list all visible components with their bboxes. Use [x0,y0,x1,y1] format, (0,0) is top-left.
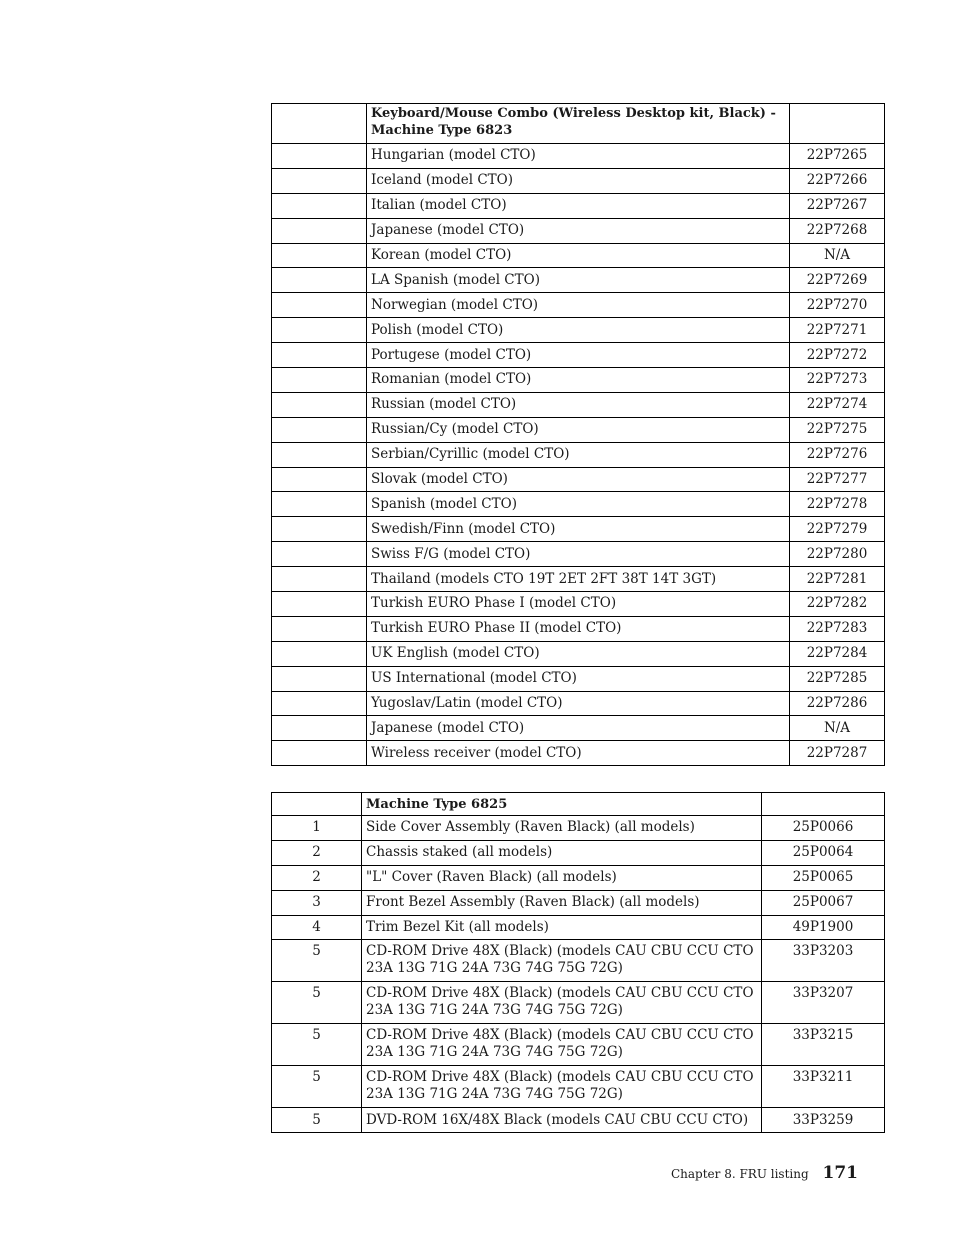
fru-number-cell: 33P3203 [762,940,885,982]
index-cell [272,343,367,368]
index-cell [272,592,367,617]
table-row [272,144,885,169]
fru-number-cell: N/A [790,243,885,268]
table-row [272,716,885,741]
page-footer [671,1163,858,1183]
description-cell: Russian/Cy (model CTO) [367,417,790,442]
index-cell [272,392,367,417]
table-header-title: Keyboard/Mouse Combo (Wireless Desktop kit, Black) - Machine Type 6823 [367,104,790,144]
table-row [272,442,885,467]
index-cell: 5 [272,1066,362,1108]
description-cell: Chassis staked (all models) [362,840,762,865]
index-cell [272,218,367,243]
table-row [272,741,885,766]
index-cell: 2 [272,840,362,865]
index-cell [272,716,367,741]
fru-number-cell: 25P0066 [762,816,885,841]
index-cell [272,417,367,442]
fru-number-cell: 22P7271 [790,318,885,343]
index-cell [272,104,367,144]
page-number: 171 [822,1163,858,1183]
description-cell: US International (model CTO) [367,666,790,691]
table-row [272,343,885,368]
table-row [272,592,885,617]
fru-number-cell: 25P0067 [762,890,885,915]
table-row [272,268,885,293]
index-cell [272,666,367,691]
table-row [272,982,885,1024]
index-cell: 5 [272,1024,362,1066]
fru-number-cell: 22P7278 [790,492,885,517]
description-cell: Russian (model CTO) [367,392,790,417]
index-cell [272,691,367,716]
table-row [272,865,885,890]
fru-number-cell: 49P1900 [762,915,885,940]
table-row [272,915,885,940]
table-row [272,840,885,865]
fru-number-cell: 22P7268 [790,218,885,243]
table-row [272,666,885,691]
description-cell: Polish (model CTO) [367,318,790,343]
fru-number-cell: 22P7284 [790,641,885,666]
fru-number-cell: 22P7275 [790,417,885,442]
fru-cell [790,104,885,144]
description-cell: Korean (model CTO) [367,243,790,268]
description-cell: Swedish/Finn (model CTO) [367,517,790,542]
fru-table-body [272,793,885,1133]
index-cell [272,467,367,492]
fru-number-cell: 33P3211 [762,1066,885,1108]
table-row [272,417,885,442]
index-cell [272,641,367,666]
fru-number-cell: 22P7272 [790,343,885,368]
description-cell: UK English (model CTO) [367,641,790,666]
description-cell: DVD-ROM 16X/48X Black (models CAU CBU CCU CTO) [362,1108,762,1133]
index-cell [272,168,367,193]
fru-number-cell: 22P7281 [790,567,885,592]
description-cell: Yugoslav/Latin (model CTO) [367,691,790,716]
table-row [272,816,885,841]
description-cell: CD-ROM Drive 48X (Black) (models CAU CBU CCU CTO 23A 13G 71G 24A 73G 74G 75G 72G) [362,940,762,982]
index-cell [272,492,367,517]
description-cell: Swiss F/G (model CTO) [367,542,790,567]
table-row [272,168,885,193]
fru-number-cell: 22P7266 [790,168,885,193]
fru-number-cell: 33P3215 [762,1024,885,1066]
fru-number-cell: 22P7280 [790,542,885,567]
fru-number-cell: 22P7287 [790,741,885,766]
index-cell [272,517,367,542]
fru-table-keyboard-mouse [271,103,885,766]
index-cell: 5 [272,1108,362,1133]
fru-table-body [272,104,885,766]
description-cell: Japanese (model CTO) [367,716,790,741]
description-cell: Spanish (model CTO) [367,492,790,517]
index-cell [272,567,367,592]
description-cell: Turkish EURO Phase II (model CTO) [367,616,790,641]
index-cell [272,144,367,169]
table-row [272,542,885,567]
table-row [272,193,885,218]
description-cell: Hungarian (model CTO) [367,144,790,169]
index-cell: 3 [272,890,362,915]
table-row [272,567,885,592]
description-cell: Romanian (model CTO) [367,368,790,393]
table-row [272,243,885,268]
index-cell: 5 [272,940,362,982]
fru-number-cell: N/A [790,716,885,741]
description-cell: Front Bezel Assembly (Raven Black) (all models) [362,890,762,915]
description-cell: Trim Bezel Kit (all models) [362,915,762,940]
table-row [272,691,885,716]
fru-cell [762,793,885,816]
description-cell: Serbian/Cyrillic (model CTO) [367,442,790,467]
description-cell: Slovak (model CTO) [367,467,790,492]
table-header-row [272,793,885,816]
fru-number-cell: 22P7277 [790,467,885,492]
table-row [272,616,885,641]
index-cell: 1 [272,816,362,841]
fru-table-machine-6825 [271,792,885,1133]
index-cell [272,542,367,567]
fru-number-cell: 22P7283 [790,616,885,641]
fru-number-cell: 22P7270 [790,293,885,318]
description-cell: Italian (model CTO) [367,193,790,218]
index-cell: 5 [272,982,362,1024]
fru-number-cell: 22P7267 [790,193,885,218]
table-row [272,641,885,666]
table-row [272,1066,885,1108]
description-cell: Turkish EURO Phase I (model CTO) [367,592,790,617]
index-cell [272,193,367,218]
fru-number-cell: 25P0065 [762,865,885,890]
description-cell: Side Cover Assembly (Raven Black) (all models) [362,816,762,841]
index-cell [272,368,367,393]
table-header-title: Machine Type 6825 [362,793,762,816]
fru-number-cell: 22P7279 [790,517,885,542]
table-row [272,318,885,343]
table-row [272,368,885,393]
index-cell [272,318,367,343]
table-row [272,940,885,982]
description-cell: Iceland (model CTO) [367,168,790,193]
description-cell: Portugese (model CTO) [367,343,790,368]
table-row [272,517,885,542]
fru-number-cell: 22P7285 [790,666,885,691]
fru-number-cell: 33P3259 [762,1108,885,1133]
table-row [272,293,885,318]
description-cell: CD-ROM Drive 48X (Black) (models CAU CBU CCU CTO 23A 13G 71G 24A 73G 74G 75G 72G) [362,1024,762,1066]
description-cell: CD-ROM Drive 48X (Black) (models CAU CBU CCU CTO 23A 13G 71G 24A 73G 74G 75G 72G) [362,1066,762,1108]
index-cell [272,741,367,766]
table-row [272,890,885,915]
description-cell: CD-ROM Drive 48X (Black) (models CAU CBU CCU CTO 23A 13G 71G 24A 73G 74G 75G 72G) [362,982,762,1024]
table-row [272,392,885,417]
index-cell [272,442,367,467]
table-row [272,1108,885,1133]
index-cell: 4 [272,915,362,940]
fru-number-cell: 22P7282 [790,592,885,617]
description-cell: "L" Cover (Raven Black) (all models) [362,865,762,890]
description-cell: Wireless receiver (model CTO) [367,741,790,766]
fru-number-cell: 22P7274 [790,392,885,417]
index-cell: 2 [272,865,362,890]
fru-number-cell: 22P7286 [790,691,885,716]
description-cell: LA Spanish (model CTO) [367,268,790,293]
description-cell: Japanese (model CTO) [367,218,790,243]
fru-number-cell: 25P0064 [762,840,885,865]
fru-number-cell: 22P7269 [790,268,885,293]
table-header-row [272,104,885,144]
index-cell [272,243,367,268]
index-cell [272,293,367,318]
index-cell [272,616,367,641]
table-row [272,467,885,492]
description-cell: Thailand (models CTO 19T 2ET 2FT 38T 14T 3GT) [367,567,790,592]
fru-number-cell: 33P3207 [762,982,885,1024]
index-cell [272,793,362,816]
fru-number-cell: 22P7273 [790,368,885,393]
table-row [272,492,885,517]
fru-number-cell: 22P7265 [790,144,885,169]
table-row [272,1024,885,1066]
index-cell [272,268,367,293]
chapter-title: Chapter 8. FRU listing [670,1167,809,1181]
table-row [272,218,885,243]
fru-number-cell: 22P7276 [790,442,885,467]
description-cell: Norwegian (model CTO) [367,293,790,318]
